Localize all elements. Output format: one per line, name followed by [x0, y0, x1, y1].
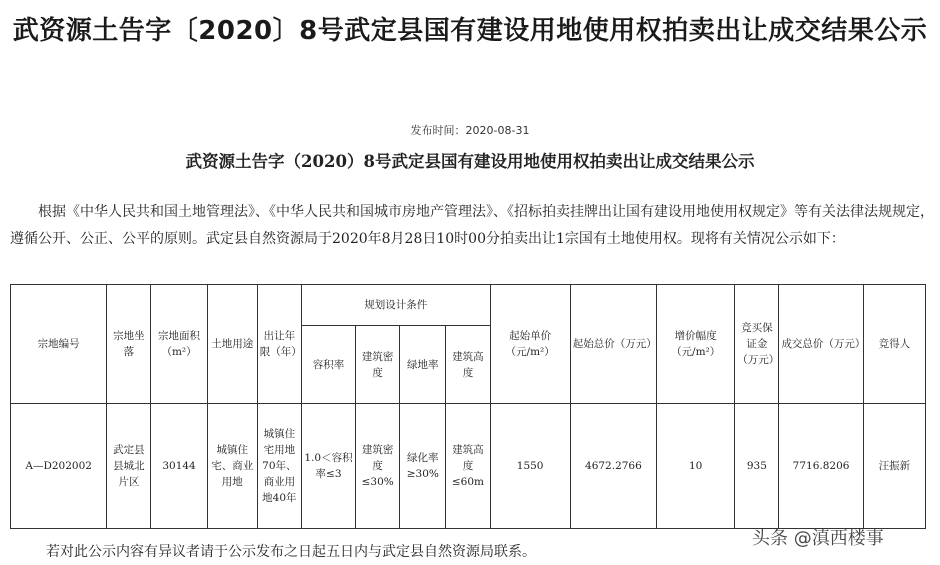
intro-paragraph: 根据《中华人民共和国土地管理法》、《中华人民共和国城市房地产管理法》、《招标拍卖挂牌出让国有建设用地使用权规定》等有关法律法规规定，遵循公开、公正、公平的原则。武定县自然资源局于2020年8月28日10时00分拍卖出让1宗国有土地使用权。现将有关情况公示如下：	[10, 204, 934, 247]
header-parcel-no: 宗地编号	[11, 285, 107, 404]
cell-land-use: 城镇住宅、商业用地	[207, 404, 257, 529]
cell-term: 城镇住宅用地70年、商业用地40年	[257, 404, 301, 529]
header-green: 绿地率	[400, 326, 446, 404]
footer-note: 若对此公示内容有异议者请于公示发布之日起五日内与武定县自然资源局联系。	[46, 544, 536, 560]
cell-height: 建筑高度≤60m	[446, 404, 490, 529]
header-deposit: 竞买保证金（万元）	[735, 285, 779, 404]
cell-start-total: 4672.2766	[570, 404, 656, 529]
header-land-use: 土地用途	[207, 285, 257, 404]
table-header-row	[11, 285, 926, 326]
header-location	[107, 285, 151, 404]
cell-density: 建筑密度≤30%	[356, 404, 400, 529]
header-increment: 增价幅度（元/m²）	[657, 285, 735, 404]
page-title: 武资源土告字〔2020〕8号武定县国有建设用地使用权拍卖出让成交结果公示	[12, 16, 928, 46]
header-area: 宗地面积（m²）	[151, 285, 207, 404]
cell-location: 武定县县城北片区	[107, 404, 151, 529]
publish-date: 发布时间：2020-08-31	[410, 124, 530, 137]
cell-increment: 10	[657, 404, 735, 529]
cell-area: 30144	[151, 404, 207, 529]
header-start-total: 起始总价（万元）	[570, 285, 656, 404]
header-density: 建筑密度	[356, 326, 400, 404]
cell-winner: 汪振新	[863, 404, 925, 529]
cell-deposit: 935	[735, 404, 779, 529]
cell-start-unit-price: 1550	[490, 404, 570, 529]
table-row	[11, 404, 926, 529]
header-planning: 规划设计条件	[301, 285, 490, 326]
header-start-unit-price: 起始单价（元/m²）	[490, 285, 570, 404]
watermark: 头条 @滇西楼事	[752, 528, 884, 549]
cell-deal-total: 7716.8206	[779, 404, 863, 529]
header-winner: 竞得人	[863, 285, 925, 404]
header-term: 出让年限（年）	[257, 285, 301, 404]
header-far: 容积率	[301, 326, 355, 404]
document-subtitle: 武资源土告字（2020）8号武定县国有建设用地使用权拍卖出让成交结果公示	[185, 152, 755, 171]
cell-green: 绿化率≥30%	[400, 404, 446, 529]
result-table	[10, 284, 926, 529]
header-height: 建筑高度	[446, 326, 490, 404]
header-location-label: 宗地坐落	[113, 330, 145, 358]
header-deal-total: 成交总价（万元）	[779, 285, 863, 404]
cell-parcel-no: A—D202002	[11, 404, 107, 529]
cell-far: 1.0＜容积率≤3	[301, 404, 355, 529]
